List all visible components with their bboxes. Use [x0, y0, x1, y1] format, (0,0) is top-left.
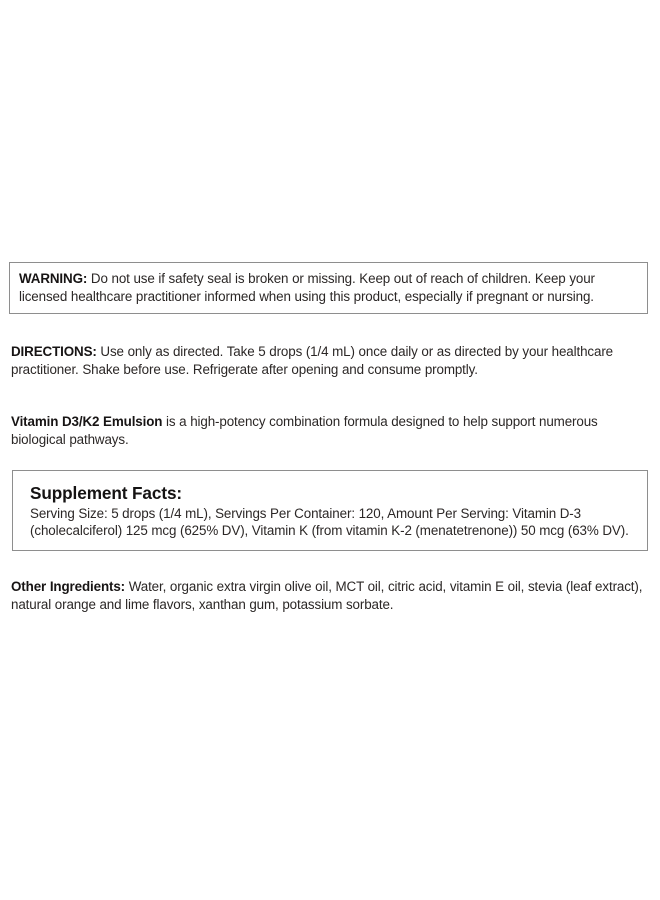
- directions-label: DIRECTIONS:: [11, 344, 97, 359]
- product-statement: [11, 413, 647, 448]
- supplement-facts-text: Serving Size: 5 drops (1/4 mL), Servings Per Container: 120, Amount Per Serving: Vitamin D-3 (cholecalciferol) 125 mcg (625% DV), Vitamin K (from vitamin K-2 (menatetrenone)) 50 mcg (63% DV).: [30, 506, 629, 539]
- directions-section: [11, 343, 651, 378]
- other-ingredients-label: Other Ingredients:: [11, 579, 126, 594]
- directions-text: Use only as directed. Take 5 drops (1/4 mL) once daily or as directed by your healthcare practitioner. Shake before use. Refrigerate after opening and consume promptly.: [11, 344, 613, 377]
- warning-text: Do not use if safety seal is broken or missing. Keep out of reach of children. Keep your licensed healthcare practitioner informed when using this product, especially if pregnant or nursing.: [19, 271, 595, 304]
- warning-label: WARNING:: [19, 271, 88, 286]
- warning-box: [9, 262, 648, 314]
- supplement-facts-heading: Supplement Facts:: [30, 483, 183, 503]
- other-ingredients-text: Water, organic extra virgin olive oil, MCT oil, citric acid, vitamin E oil, stevia (leaf extract), natural orange and lime flavors, xanthan gum, potassium sorbate.: [11, 579, 643, 612]
- product-name: Vitamin D3/K2 Emulsion: [11, 414, 163, 429]
- product-statement-text: is a high-potency combination formula designed to help support numerous biological pathways.: [11, 414, 598, 447]
- other-ingredients-section: [11, 578, 651, 613]
- supplement-facts-box: [12, 470, 648, 551]
